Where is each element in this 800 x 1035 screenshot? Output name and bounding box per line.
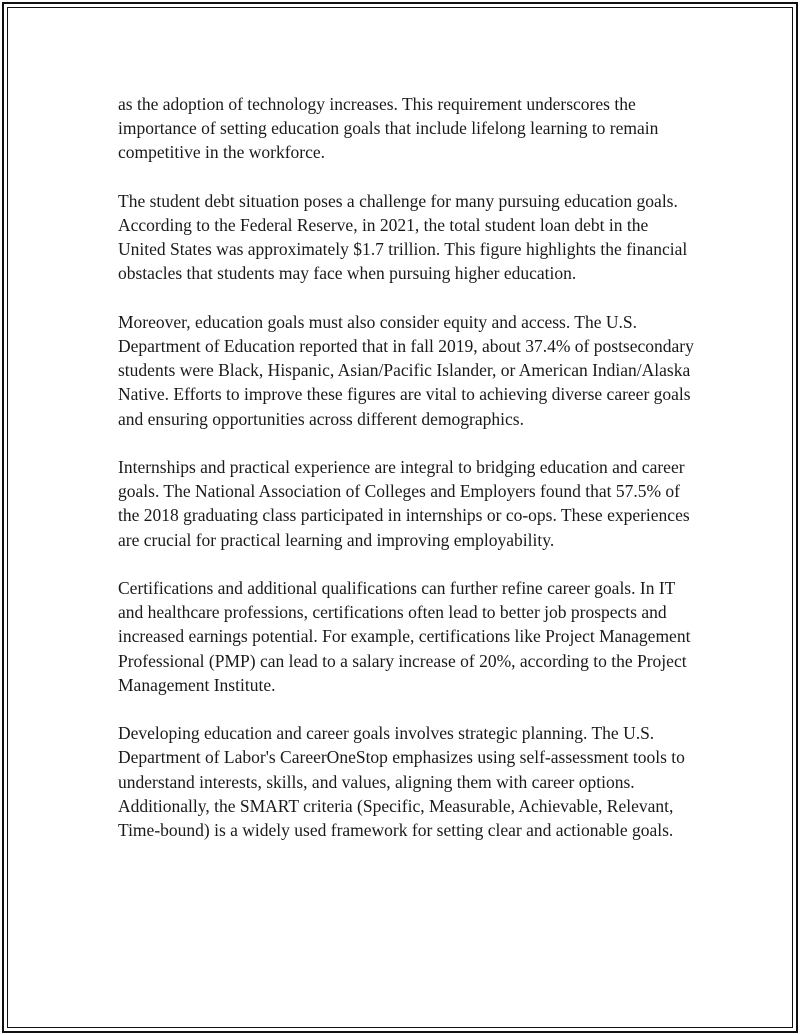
paragraph-equity-access: Moreover, education goals must also consider equity and access. The U.S. Department of Education reported that in fall 2019, about 37.4% of postsecondary students were Black, Hispanic, Asian/Pacific Islander, or American Indian/Alaska Native. Efforts to improve these figures are vital to achieving diverse career goals and ensuring opportunities across different demographics.: [118, 311, 694, 429]
paragraph-technology-lifelong-learning: as the adoption of technology increases. This requirement underscores the importance of setting education goals that include lifelong learning to remain competitive in the workforce.: [118, 94, 659, 163]
document-body: [118, 92, 698, 866]
paragraph-student-debt: The student debt situation poses a challenge for many pursuing education goals. According to the Federal Reserve, in 2021, the total student loan debt in the United States was approximately $1.7 trillion. This figure highlights the financial obstacles that students may face when pursuing higher education.: [118, 190, 688, 284]
paragraph-certifications: Certifications and additional qualifications can further refine career goals. In IT and healthcare professions, certifications often lead to better job prospects and increased earnings potential. For example, certifications like Project Management Professional (PMP) can lead to a salary increase of 20%, according to the Project Management Institute.: [118, 578, 691, 695]
paragraph-strategic-planning: Developing education and career goals involves strategic planning. The U.S. Department of Labor's CareerOneStop emphasizes using self-assessment tools to understand interests, skills, and values, aligning them with career options. Additionally, the SMART criteria (Specific, Measurable, Achievable, Relevant, Time-bound) is a widely used framework for setting clear and actionable goals.: [118, 723, 685, 841]
paragraph-internships: Internships and practical experience are integral to bridging education and career goals. The National Association of Colleges and Employers found that 57.5% of the 2018 graduating class participated in internships or co-ops. These experiences are crucial for practical learning and improving employability.: [118, 457, 690, 550]
